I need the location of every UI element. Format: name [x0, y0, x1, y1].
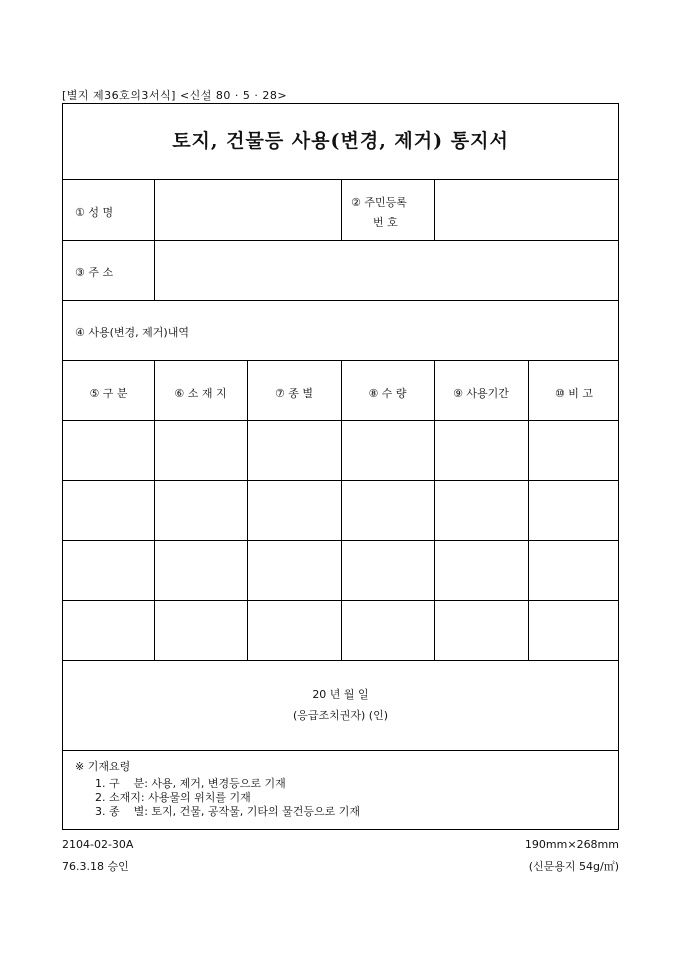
paper-size: 190mm×268mm — [524, 838, 619, 851]
header-category: ⑤ 구 분 — [89, 387, 128, 400]
divider — [63, 750, 618, 751]
divider — [341, 360, 342, 660]
header-usage-period: ⑨ 사용기간 — [453, 387, 509, 400]
form-title: 토지, 건물등 사용(변경, 제거) 통지서 — [172, 130, 509, 152]
divider — [247, 360, 248, 660]
usage-details-label: ④ 사용(변경, 제거)내역 — [75, 326, 189, 339]
divider — [63, 660, 618, 661]
approval-date: 76.3.18 승인 — [62, 860, 129, 873]
header-location: ⑥ 소 재 지 — [174, 387, 227, 400]
date-line: 20 년 월 일 — [312, 688, 369, 701]
form-reference: [별지 제36호의3서식] <신설 80 · 5 · 28> — [62, 89, 288, 102]
notification-form — [62, 103, 619, 830]
address-label: ③ 주 소 — [75, 266, 114, 279]
header-type: ⑦ 종 별 — [274, 387, 314, 400]
resident-number-label-2: 번 호 — [373, 216, 398, 229]
resident-number-label: ② 주민등록 — [351, 196, 407, 209]
divider — [434, 179, 435, 240]
header-quantity: ⑧ 수 량 — [368, 387, 407, 400]
divider — [154, 240, 155, 300]
divider — [434, 360, 435, 660]
guide-item: 3. 종 별: 토지, 건물, 공작물, 기타의 물건등으로 기재 — [95, 805, 361, 818]
guide-item: 2. 소재지: 사용물의 위치를 기재 — [95, 791, 251, 804]
name-label: ① 성 명 — [75, 206, 114, 219]
header-remarks: ⑩ 비 고 — [554, 387, 594, 400]
paper-type: (신문용지 54g/㎡) — [528, 860, 619, 873]
divider — [154, 360, 155, 660]
divider — [63, 300, 618, 301]
divider — [63, 240, 618, 241]
divider — [341, 179, 342, 240]
divider — [154, 179, 155, 240]
guide-title: ※ 기재요령 — [75, 760, 131, 773]
signer-line: (응급조치권자) (인) — [292, 709, 389, 722]
divider — [528, 360, 529, 660]
guide-item: 1. 구 분: 사용, 제거, 변경등으로 기재 — [95, 777, 286, 790]
form-code: 2104-02-30A — [62, 838, 134, 851]
